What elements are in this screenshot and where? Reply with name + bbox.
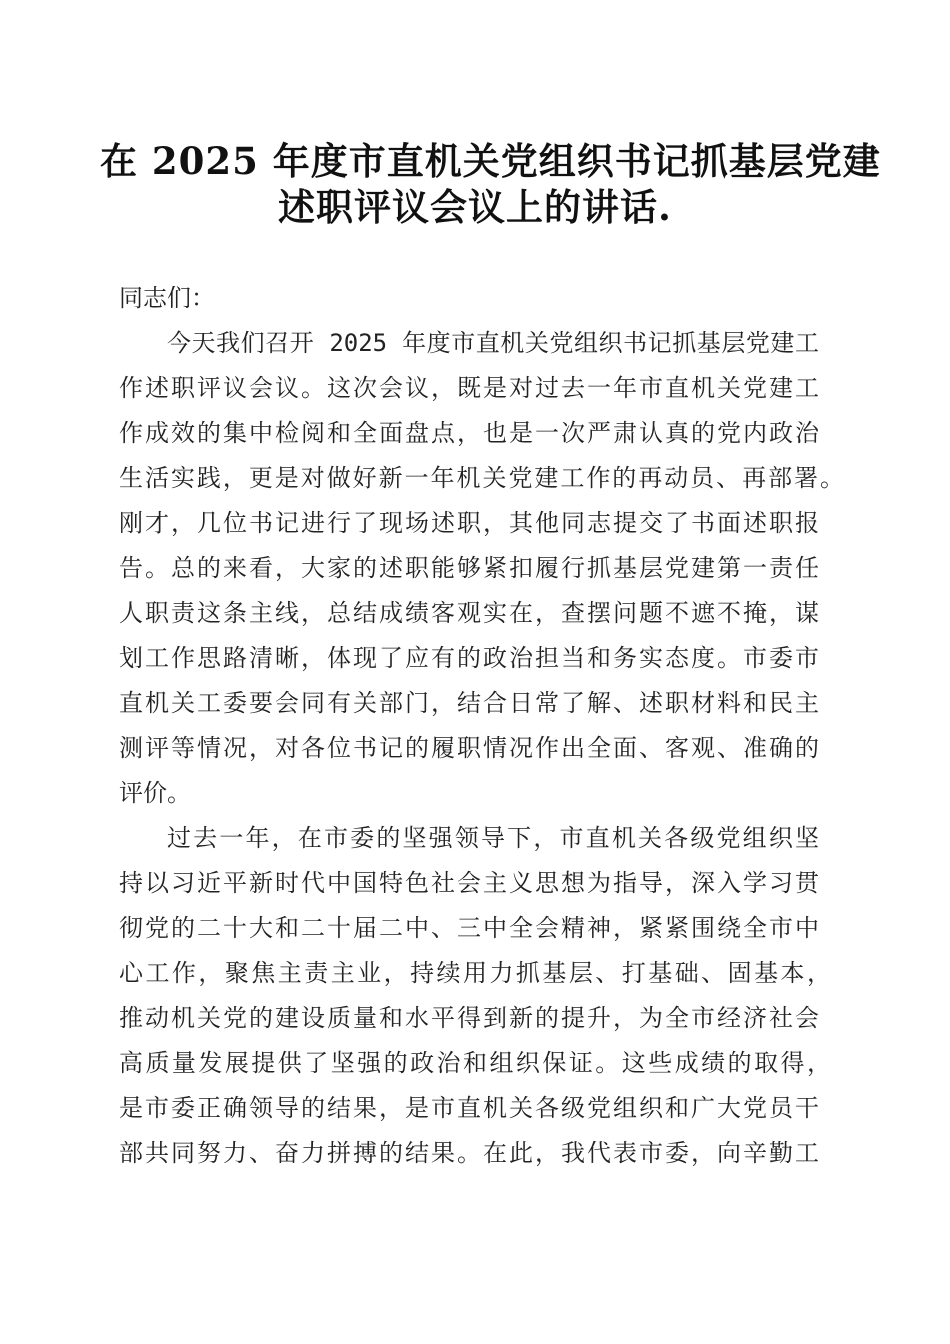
- paragraph-1-line: 今天我们召开 2025 年度市直机关党组织书记抓基层党建工: [167, 329, 819, 357]
- paragraph-1-line: 测评等情况，对各位书记的履职情况作出全面、客观、准确的: [119, 734, 819, 762]
- paragraph-1-line: 作成效的集中检阅和全面盘点，也是一次严肃认真的党内政治: [119, 419, 819, 447]
- document-title-line-2: 述职评议会议上的讲话.: [278, 185, 672, 229]
- paragraph-1-line: 划工作思路清晰，体现了应有的政治担当和务实态度。市委市: [119, 644, 819, 672]
- paragraph-2-line: 部共同努力、奋力拼搏的结果。在此，我代表市委，向辛勤工: [119, 1139, 819, 1167]
- paragraph-1-line: 告。总的来看，大家的述职能够紧扣履行抓基层党建第一责任: [119, 554, 819, 582]
- document-title-line-1: 在 2025 年度市直机关党组织书记抓基层党建: [100, 139, 881, 183]
- paragraph-2-line: 心工作，聚焦主责主业，持续用力抓基层、打基础、固基本，: [119, 959, 831, 987]
- paragraph-2-line: 高质量发展提供了坚强的政治和组织保证。这些成绩的取得，: [119, 1049, 831, 1077]
- paragraph-2-line: 推动机关党的建设质量和水平得到新的提升，为全市经济社会: [119, 1004, 819, 1032]
- paragraph-1-line: 直机关工委要会同有关部门，结合日常了解、述职材料和民主: [119, 689, 819, 717]
- paragraph-2-line: 是市委正确领导的结果，是市直机关各级党组织和广大党员干: [119, 1094, 819, 1122]
- paragraph-1-line: 人职责这条主线，总结成绩客观实在，查摆问题不遮不掩，谋: [119, 599, 819, 627]
- paragraph-1-line: 刚才，几位书记进行了现场述职，其他同志提交了书面述职报: [119, 509, 819, 537]
- paragraph-1-line: 作述职评议会议。这次会议，既是对过去一年市直机关党建工: [119, 374, 819, 402]
- paragraph-2-line: 彻党的二十大和二十届二中、三中全会精神，紧紧围绕全市中: [119, 914, 819, 942]
- salutation: 同志们：: [119, 284, 215, 312]
- paragraph-2-line: 过去一年，在市委的坚强领导下，市直机关各级党组织坚: [167, 824, 819, 852]
- paragraph-1-line: 生活实践，更是对做好新一年机关党建工作的再动员、再部署。: [119, 464, 844, 492]
- paragraph-1-line: 评价。: [119, 779, 191, 807]
- paragraph-2-line: 持以习近平新时代中国特色社会主义思想为指导，深入学习贯: [119, 869, 819, 897]
